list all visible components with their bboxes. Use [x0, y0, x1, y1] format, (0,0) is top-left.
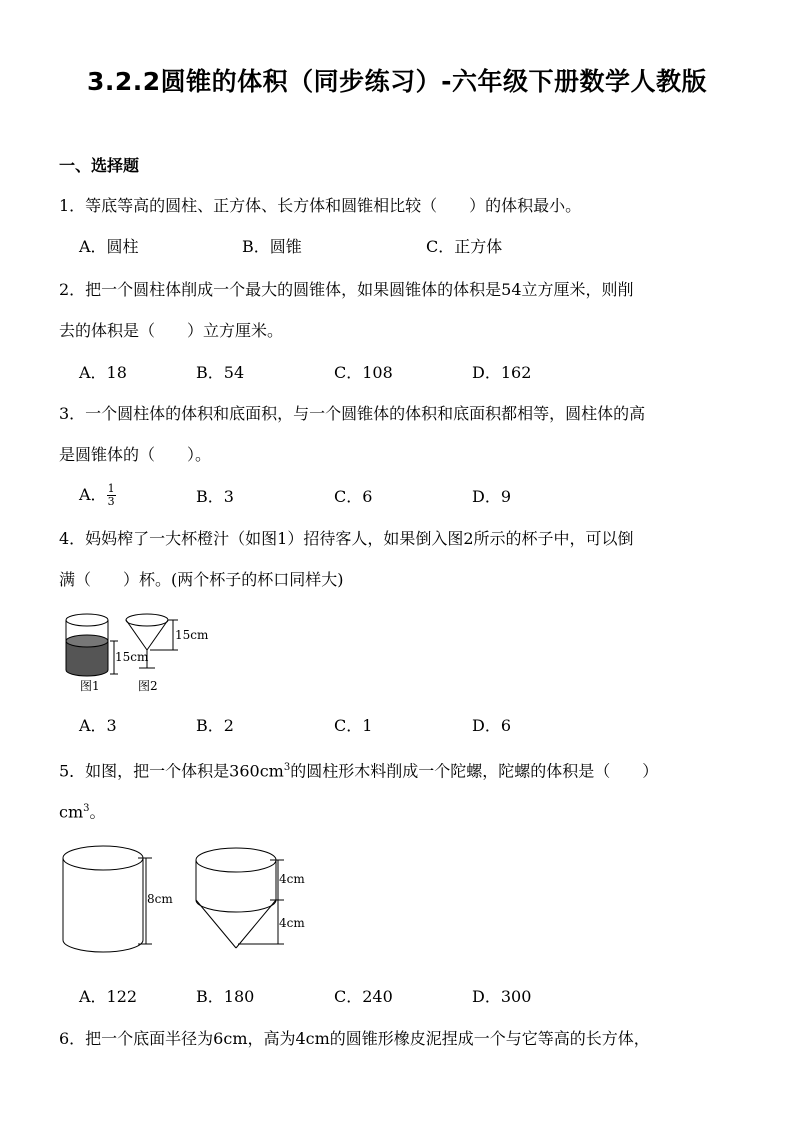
- q3-option-d[interactable]: D．9: [472, 487, 512, 506]
- q5-line2-pre: cm: [59, 802, 84, 822]
- fraction-denominator: 3: [107, 495, 115, 508]
- label-15cm-cone: 15cm: [175, 628, 209, 642]
- question-5-line1: [59, 757, 658, 782]
- section-heading: 一、选择题: [59, 156, 140, 175]
- cylinder-icon: [63, 846, 143, 952]
- caption-fig1: 图1: [80, 679, 100, 693]
- q2-option-d[interactable]: D．162: [472, 363, 532, 382]
- q5-option-a[interactable]: A．122: [79, 987, 138, 1006]
- question-1-text: 1．等底等高的圆柱、正方体、长方体和圆锥相比较（ ）的体积最小。: [59, 196, 582, 215]
- label-8cm: 8cm: [147, 892, 173, 906]
- q2-option-b[interactable]: B．54: [196, 363, 245, 382]
- q1-option-c[interactable]: C．正方体: [426, 237, 503, 256]
- q5-option-b[interactable]: B．180: [196, 987, 255, 1006]
- q4-option-d[interactable]: D．6: [472, 716, 512, 735]
- question-4-line2: 满（ ）杯。(两个杯子的杯口同样大): [59, 570, 344, 589]
- q3-option-b[interactable]: B．3: [196, 487, 234, 506]
- q5-option-c[interactable]: C．240: [334, 987, 393, 1006]
- q3-option-c[interactable]: C．6: [334, 487, 373, 506]
- q4-option-b[interactable]: B．2: [196, 716, 234, 735]
- label-15cm-cylinder: 15cm: [115, 650, 149, 664]
- question-3-line1: 3．一个圆柱体的体积和底面积，与一个圆锥体的体积和底面积都相等，圆柱体的高: [59, 404, 646, 423]
- question-6-line1: 6．把一个底面半径为6cm，高为4cm的圆锥形橡皮泥捏成一个与它等高的长方体，: [59, 1029, 650, 1048]
- spinning-top-icon: [196, 848, 276, 948]
- figure-cylinder-and-top: [58, 840, 318, 960]
- q2-option-c[interactable]: C．108: [334, 363, 393, 382]
- q5-line1-pre: 5．如图，把一个体积是360cm: [59, 761, 284, 781]
- question-5-line2: [59, 798, 106, 823]
- question-3-line2: 是圆锥体的（ ）。: [59, 445, 212, 464]
- q5-line1-post: 的圆柱形木料削成一个陀螺，陀螺的体积是（ ）: [290, 761, 659, 781]
- question-2-line2: 去的体积是（ ）立方厘米。: [59, 321, 284, 340]
- q1-option-b[interactable]: B．圆锥: [242, 237, 302, 256]
- q3-option-a[interactable]: [79, 483, 116, 508]
- q1-option-a[interactable]: A．圆柱: [79, 237, 139, 256]
- q5-option-d[interactable]: D．300: [472, 987, 532, 1006]
- label-4cm-top: 4cm: [279, 872, 305, 886]
- page-title: 3.2.2圆锥的体积（同步练习）-六年级下册数学人教版: [86, 67, 708, 96]
- figure-cups: [58, 608, 218, 696]
- q5-line2-post: 。: [89, 802, 106, 822]
- fraction-one-third: [107, 483, 116, 508]
- question-2-line1: 2．把一个圆柱体削成一个最大的圆锥体，如果圆锥体的体积是54立方厘米，则削: [59, 280, 634, 299]
- caption-fig2: 图2: [138, 679, 158, 693]
- question-4-line1: 4．妈妈榨了一大杯橙汁（如图1）招待客人，如果倒入图2所示的杯子中，可以倒: [59, 529, 634, 548]
- q5-line2-sup: 3: [83, 803, 90, 814]
- q4-option-a[interactable]: A．3: [79, 716, 117, 735]
- q5-line1-sup: 3: [283, 762, 291, 773]
- q2-option-a[interactable]: A．18: [79, 363, 127, 382]
- q4-option-c[interactable]: C．1: [334, 716, 373, 735]
- cylinder-cup-icon: [66, 614, 108, 676]
- label-4cm-bottom: 4cm: [279, 916, 305, 930]
- q3-option-a-prefix: A．: [79, 485, 107, 504]
- fraction-numerator: 1: [107, 482, 115, 495]
